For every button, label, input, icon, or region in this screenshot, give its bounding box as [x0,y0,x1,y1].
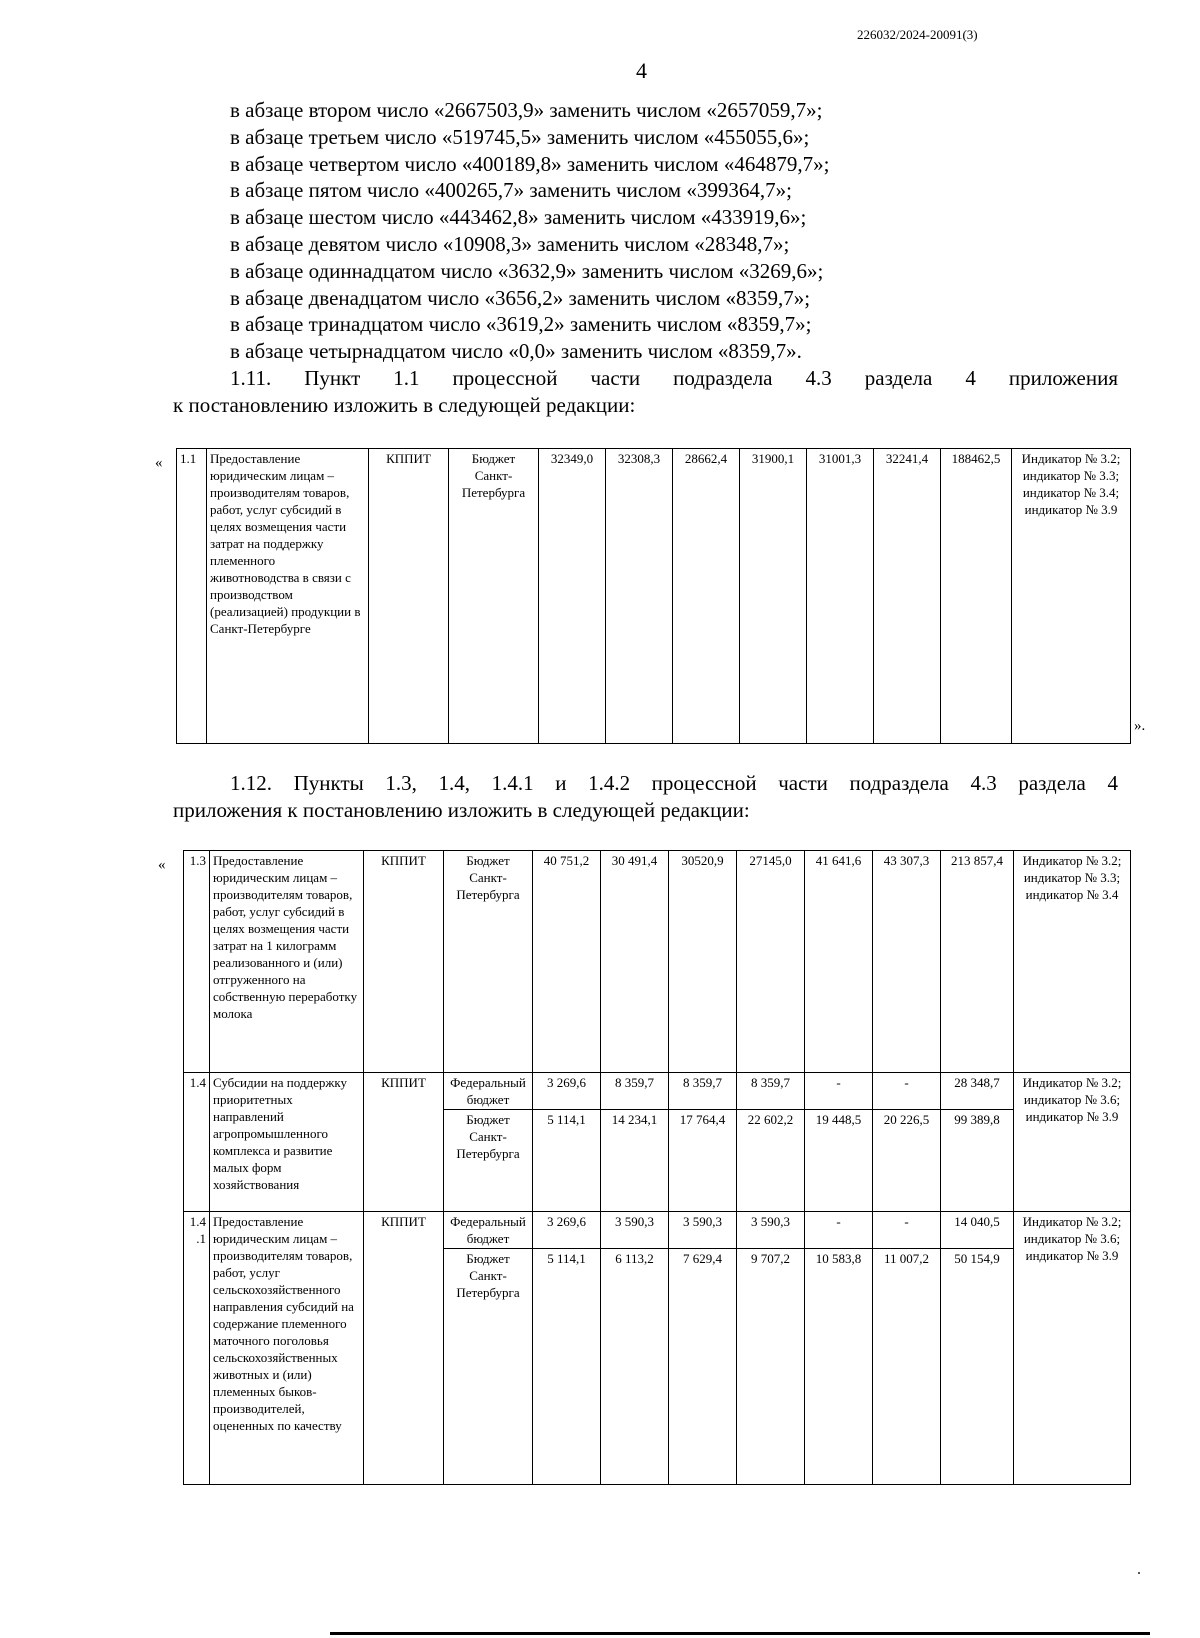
value-cell: 22 602,2 [737,1110,805,1212]
value-cell: 32349,0 [539,449,606,744]
value-cell: 8 359,7 [601,1073,669,1110]
row-description: Субсидии на поддержку приоритетных направлений агропромышленного комплекса и развитие малых форм хозяйствования [210,1073,364,1212]
total-cell: 50 154,9 [941,1249,1014,1485]
table-row [177,449,1131,744]
replacement-line: в абзаце девятом число «10908,3» заменить числом «28348,7»; [230,231,790,256]
row-source: Бюджет Санкт-Петербурга [444,851,533,1073]
replacement-line: в абзаце четвертом число «400189,8» заменить числом «464879,7»; [230,151,830,176]
table-items-1-3-1-4 [183,850,1131,1485]
row-executor: КППИТ [364,1073,444,1212]
value-cell: 3 590,3 [601,1212,669,1249]
value-cell: 6 113,2 [601,1249,669,1485]
value-cell: - [873,1212,941,1249]
value-cell: 20 226,5 [873,1110,941,1212]
value-cell: 8 359,7 [669,1073,737,1110]
value-cell: 11 007,2 [873,1249,941,1485]
value-cell: 3 269,6 [533,1073,601,1110]
row-source: Бюджет Санкт-Петербурга [449,449,539,744]
value-cell: - [873,1073,941,1110]
row-description: Предоставление юридическим лицам – производителям товаров, работ, услуг субсидий в целях возмещения части затрат на 1 килограмм реализованного и (или) отгруженного на собственную переработку молока [210,851,364,1073]
total-cell: 213 857,4 [941,851,1014,1073]
value-cell: 5 114,1 [533,1110,601,1212]
value-cell: 3 269,6 [533,1212,601,1249]
document-number: 226032/2024-20091(3) [857,27,978,42]
value-cell: - [805,1212,873,1249]
replacement-line: в абзаце третьем число «519745,5» заменить числом «455055,6»; [230,124,810,149]
row-number: 1.4 [184,1073,210,1212]
row-executor: КППИТ [364,851,444,1073]
replacement-line: в абзаце двенадцатом число «3656,2» заменить числом «8359,7»; [230,285,811,310]
paragraph-line: приложения к постановлению изложить в следующей редакции: [173,798,750,822]
open-quote: « [158,857,166,873]
value-cell: 5 114,1 [533,1249,601,1485]
replacement-line: в абзаце одиннадцатом число «3632,9» заменить числом «3269,6»; [230,258,824,283]
value-cell: 8 359,7 [737,1073,805,1110]
value-cell: 7 629,4 [669,1249,737,1485]
replacement-line: в абзаце втором число «2667503,9» заменить числом «2657059,7»; [230,98,823,122]
total-cell: 188462,5 [941,449,1012,744]
row-description: Предоставление юридическим лицам – производителям товаров, работ, услуг сельскохозяйственного направления субсидий на содержание племенного маточного поголовья сельскохозяйственных животных и (или) племенных быков-производителей, оцененных по качеству [210,1212,364,1485]
paragraph-1-11 [173,365,1118,419]
indicators-cell: Индикатор № 3.2; индикатор № 3.3; индикатор № 3.4 [1014,851,1131,1073]
row-executor: КППИТ [369,449,449,744]
table-row [184,1073,1131,1110]
value-cell: 9 707,2 [737,1249,805,1485]
value-cell: - [805,1073,873,1110]
replacement-list [230,97,1130,365]
scan-speck [1138,1572,1140,1574]
indicators-cell: Индикатор № 3.2; индикатор № 3.6; индикатор № 3.9 [1014,1073,1131,1212]
value-cell: 32241,4 [874,449,941,744]
page-number: 4 [636,58,647,83]
value-cell: 3 590,3 [669,1212,737,1249]
row-number: 1.1 [177,449,207,744]
row-source: Федеральный бюджет [444,1212,533,1249]
row-number: 1.4.1 [184,1212,210,1485]
indicators-cell: Индикатор № 3.2; индикатор № 3.6; индикатор № 3.9 [1014,1212,1131,1485]
paragraph-line: 1.12. Пункты 1.3, 1.4, 1.4.1 и 1.4.2 процессной части подраздела 4.3 раздела 4 [230,771,1118,795]
value-cell: 28662,4 [673,449,740,744]
row-number: 1.3 [184,851,210,1073]
value-cell: 14 234,1 [601,1110,669,1212]
replacement-line: в абзаце пятом число «400265,7» заменить числом «399364,7»; [230,178,792,203]
paragraph-1-12 [173,770,1118,824]
row-source: Бюджет Санкт-Петербурга [444,1249,533,1485]
value-cell: 32308,3 [606,449,673,744]
value-cell: 19 448,5 [805,1110,873,1212]
table-row [184,1212,1131,1249]
paragraph-line: к постановлению изложить в следующей редакции: [173,393,636,417]
indicators-cell: Индикатор № 3.2; индикатор № 3.3; индикатор № 3.4; индикатор № 3.9 [1012,449,1131,744]
open-quote: « [155,455,163,471]
value-cell: 3 590,3 [737,1212,805,1249]
row-executor: КППИТ [364,1212,444,1485]
value-cell: 31001,3 [807,449,874,744]
replacement-line: в абзаце тринадцатом число «3619,2» заменить числом «8359,7»; [230,312,812,337]
close-quote: ». [1134,718,1146,734]
value-cell: 43 307,3 [873,851,941,1073]
value-cell: 30520,9 [669,851,737,1073]
value-cell: 27145,0 [737,851,805,1073]
replacement-line: в абзаце четырнадцатом число «0,0» заменить числом «8359,7». [230,339,802,364]
paragraph-line: 1.11. Пункт 1.1 процессной части подраздела 4.3 раздела 4 приложения [230,366,1118,390]
table-row [184,851,1131,1073]
value-cell: 30 491,4 [601,851,669,1073]
total-cell: 14 040,5 [941,1212,1014,1249]
row-description: Предоставление юридическим лицам – производителям товаров, работ, услуг субсидий в целях возмещения части затрат на поддержку племенного животноводства в связи с производством (реализацией) продукции в Санкт-Петербурге [207,449,369,744]
value-cell: 31900,1 [740,449,807,744]
scan-edge-rule [330,1632,1150,1635]
value-cell: 40 751,2 [533,851,601,1073]
value-cell: 17 764,4 [669,1110,737,1212]
total-cell: 99 389,8 [941,1110,1014,1212]
row-source: Федеральный бюджет [444,1073,533,1110]
total-cell: 28 348,7 [941,1073,1014,1110]
table-item-1-1 [176,448,1131,744]
row-source: Бюджет Санкт-Петербурга [444,1110,533,1212]
replacement-line: в абзаце шестом число «443462,8» заменить числом «433919,6»; [230,205,807,230]
value-cell: 10 583,8 [805,1249,873,1485]
value-cell: 41 641,6 [805,851,873,1073]
